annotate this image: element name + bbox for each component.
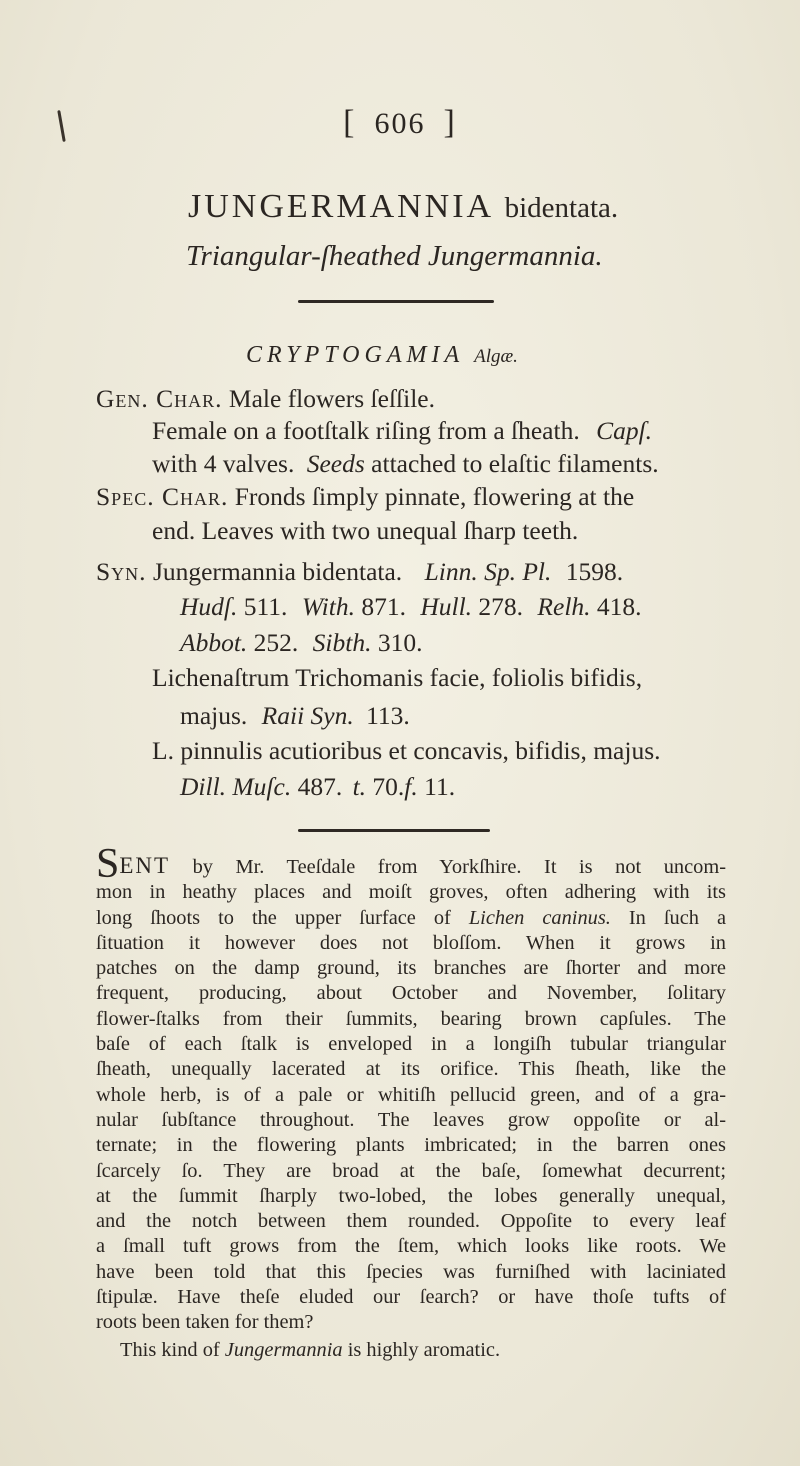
description-line: mon in heathy places and moiſt groves, often adhering with its <box>96 881 726 904</box>
description-text: by Mr. Teeſdale from Yorkſhire. It is not uncom- <box>192 856 726 878</box>
description-line: frequent, producing, about October and November, ſolitary <box>96 982 726 1005</box>
spec-char-label: Spec. Char. <box>96 482 229 511</box>
description-paragraph <box>96 841 727 1336</box>
drop-cap-rest: ENT <box>119 853 171 878</box>
syn-text-3c: Sibth. <box>312 628 372 657</box>
description-line: at the ſummit ſharply two-lobed, the lobes generally unequal, <box>96 1184 726 1207</box>
divider-rule-top <box>298 300 494 303</box>
lichen-caninus: Lichen caninus. <box>468 906 611 929</box>
syn-text-2b: 511. <box>243 592 288 621</box>
closing-genus: Jungermannia <box>224 1339 343 1361</box>
syn-text-7d: 70. <box>372 772 405 801</box>
syn-text-2g: Relh. <box>537 592 591 621</box>
description-line <box>96 906 726 931</box>
syn-text-7f: 11. <box>424 772 456 801</box>
closing-line <box>120 1339 500 1362</box>
spec-char-line-1 <box>96 482 634 512</box>
drop-cap: S <box>96 841 120 887</box>
syn-text-5c: 113. <box>366 701 410 730</box>
syn-text-7b: 487. <box>297 772 343 801</box>
description-line: flower-ſtalks from their ſummits, bearing brown capſules. The <box>96 1007 726 1030</box>
order-name: Algæ. <box>474 346 518 367</box>
syn-text-1b: Linn. Sp. Pl. <box>424 557 552 586</box>
description-line: a ſmall tuft grows from the ſtem, which looks like roots. We <box>96 1235 726 1258</box>
syn-text-3a: Abbot. <box>180 628 248 657</box>
gen-char-text-1: Male flowers ſeſſile. <box>228 384 435 413</box>
description-text: long ſhoots to the upper ſurface of <box>96 906 451 929</box>
syn-line-7 <box>180 772 455 802</box>
description-line: and the notch between them rounded. Oppoſite to every leaf <box>96 1210 726 1233</box>
description-text: In ſuch a <box>628 906 727 929</box>
page-title <box>188 188 618 226</box>
description-line: have been told that this ſpecies was furniſhed with laciniated <box>96 1260 726 1283</box>
syn-line-4: Lichenaſtrum Trichomanis facie, foliolis bifidis, <box>152 663 643 692</box>
description-line: roots been taken for them? <box>96 1311 314 1334</box>
syn-text-2h: 418. <box>596 592 642 621</box>
title-species: bidentata. <box>504 192 619 224</box>
syn-line-1 <box>96 557 623 587</box>
syn-text-3d: 310. <box>377 628 423 657</box>
syn-text-2d: 871. <box>361 592 406 621</box>
description-line: nular ſubſtance throughout. The leaves grow oppoſite or al- <box>96 1108 726 1131</box>
close-bracket: ] <box>443 104 457 141</box>
syn-text-7a: Dill. Muſc. <box>180 772 292 801</box>
open-bracket: [ <box>343 104 357 141</box>
description-line: whole herb, is of a pale or whitiſh pellucid green, and of a gra- <box>96 1083 726 1106</box>
syn-line-2 <box>180 592 642 622</box>
syn-text-1a: Jungermannia bidentata. <box>152 557 403 586</box>
closing-text: This kind of <box>120 1339 220 1361</box>
syn-text-3b: 252. <box>253 628 299 657</box>
syn-line-3 <box>180 628 422 658</box>
description-line: ſheath, unequally lacerated at its orifice. This ſheath, like the <box>96 1058 726 1081</box>
description-line: patches on the damp ground, its branches are ſhorter and more <box>96 957 726 980</box>
syn-label: Syn. <box>96 557 147 586</box>
description-line <box>96 841 726 887</box>
common-name: Triangular-ſheathed Jungermannia. <box>186 240 603 272</box>
syn-text-7e: f. <box>404 772 418 801</box>
syn-line-5 <box>180 701 410 731</box>
syn-text-5b: Raii Syn. <box>261 701 354 730</box>
class-name: CRYPTOGAMIA <box>246 342 465 368</box>
gen-char-text-3b: Seeds <box>306 449 365 478</box>
gen-char-text-3c: attached to elaſtic filaments. <box>371 449 659 478</box>
syn-text-5a: majus. <box>180 701 248 730</box>
gen-char-line-3 <box>152 449 659 479</box>
classification <box>246 342 518 369</box>
gen-char-label: Gen. Char. <box>96 384 223 413</box>
syn-text-2f: 278. <box>478 592 524 621</box>
syn-text-2e: Hull. <box>420 592 473 621</box>
page-number-header <box>0 104 800 142</box>
syn-text-2a: Hudſ. <box>180 592 238 621</box>
spec-char-text-1: Fronds ſimply pinnate, flowering at the <box>234 482 635 511</box>
gen-char-text-3a: with 4 valves. <box>152 449 295 478</box>
description-line: ſtipulæ. Have theſe eluded our ſearch? or have thoſe tufts of <box>96 1286 726 1309</box>
description-line: ternate; in the flowering plants imbricated; in the barren ones <box>96 1134 726 1157</box>
syn-line-6: L. pinnulis acutioribus et concavis, bifidis, majus. <box>152 736 661 765</box>
syn-text-2c: With. <box>301 592 355 621</box>
gen-char-text-2b: Capſ. <box>596 416 653 445</box>
divider-rule-bottom <box>298 829 490 832</box>
syn-text-7c: t. <box>352 772 367 801</box>
spec-char-line-2: end. Leaves with two unequal ſharp teeth. <box>152 516 579 545</box>
gen-char-text-2a: Female on a footſtalk riſing from a ſheath. <box>152 416 580 445</box>
description-line: ſituation it however does not bloſſom. When it grows in <box>96 931 726 954</box>
gen-char-line-1 <box>96 384 435 414</box>
title-genus: JUNGERMANNIA <box>188 188 495 225</box>
gen-char-line-2 <box>152 416 652 446</box>
description-line: baſe of each ſtalk is enveloped in a longiſh tubular triangular <box>96 1033 726 1056</box>
syn-text-1c: 1598. <box>565 557 624 586</box>
description-line: ſcarcely ſo. They are broad at the baſe, ſomewhat decurrent; <box>96 1159 726 1182</box>
closing-text: is highly aromatic. <box>347 1339 501 1361</box>
page-number: 606 <box>374 107 426 140</box>
